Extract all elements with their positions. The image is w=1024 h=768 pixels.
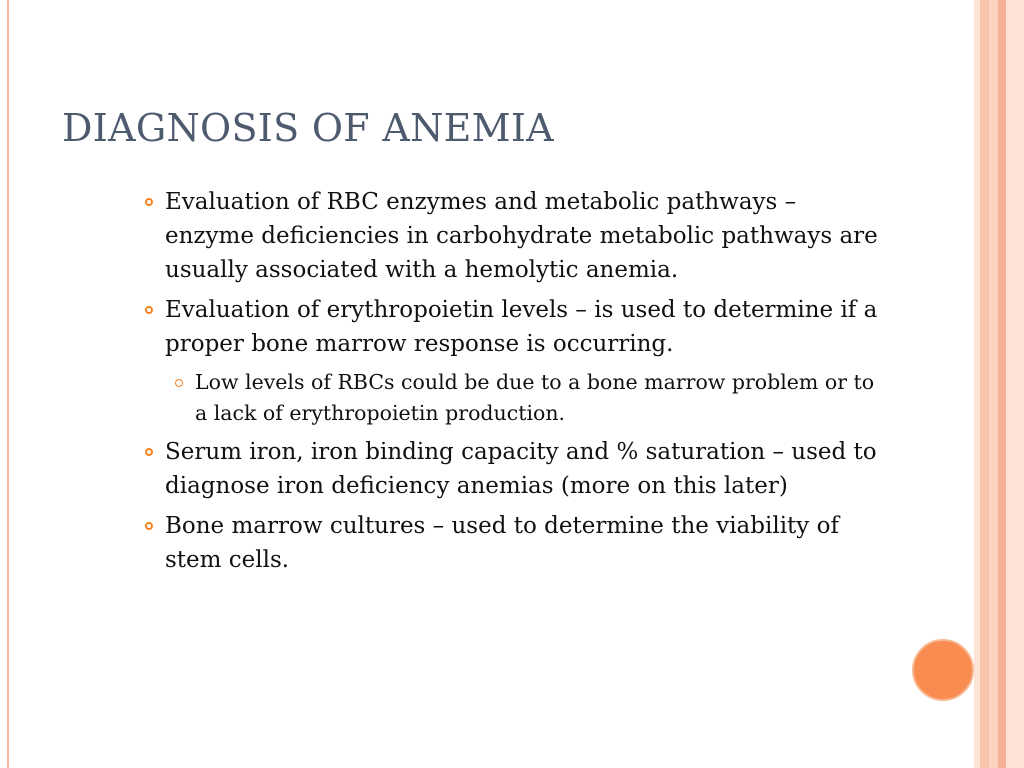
sub-list-item — [173, 367, 878, 429]
list-item-text: Bone marrow cultures – used to determine the viability of stem cells. — [165, 513, 839, 573]
list-item — [143, 293, 878, 361]
hollow-circle-bullet-icon — [145, 448, 153, 456]
bullet-list — [143, 185, 878, 583]
decorative-band — [980, 0, 989, 768]
decorative-orange-circle — [912, 639, 974, 701]
hollow-circle-bullet-icon — [145, 306, 153, 314]
left-border-line — [7, 0, 9, 768]
hollow-circle-bullet-icon — [145, 522, 153, 530]
hollow-circle-bullet-icon — [175, 379, 183, 387]
decorative-band — [1006, 0, 1024, 768]
right-decorative-bands — [974, 0, 1024, 768]
list-item-text: Evaluation of erythropoietin levels – is used to determine if a proper bone marrow response is occurring. — [165, 297, 878, 357]
list-item — [143, 185, 878, 287]
list-item — [143, 435, 878, 503]
list-item-text: Serum iron, iron binding capacity and % saturation – used to diagnose iron deficiency anemias (more on this later) — [165, 439, 877, 499]
list-item — [143, 509, 878, 577]
slide-title: DIAGNOSIS OF ANEMIA — [62, 106, 554, 150]
decorative-band — [989, 0, 998, 768]
sub-list-item-text: Low levels of RBCs could be due to a bone marrow problem or to a lack of erythropoietin production. — [195, 370, 875, 425]
decorative-band — [998, 0, 1006, 768]
hollow-circle-bullet-icon — [145, 198, 153, 206]
list-item-text: Evaluation of RBC enzymes and metabolic pathways – enzyme deficiencies in carbohydrate metabolic pathways are usually associated with a hemolytic anemia. — [165, 189, 878, 283]
